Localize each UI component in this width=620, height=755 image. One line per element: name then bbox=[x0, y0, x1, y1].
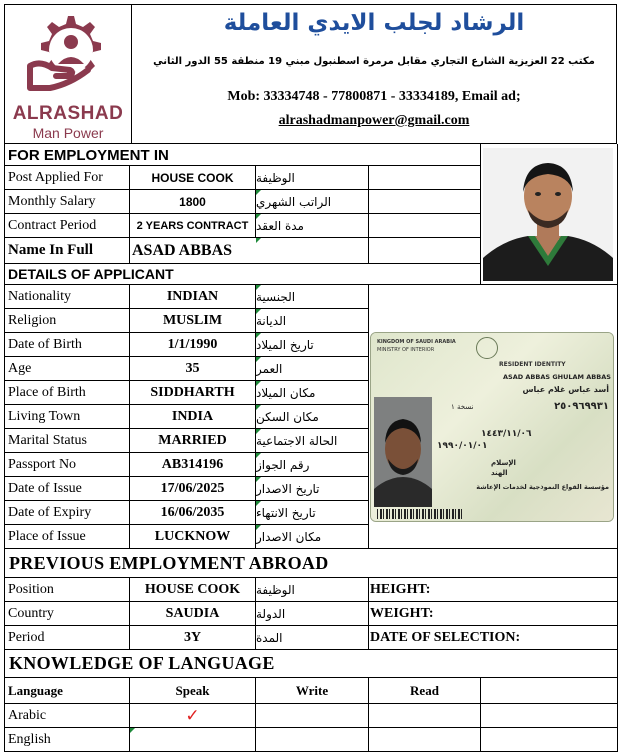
value-previous: SAUDIA bbox=[165, 605, 220, 621]
label-detail: Marital Status bbox=[8, 432, 87, 448]
grid-line bbox=[368, 577, 369, 649]
grid-line bbox=[617, 144, 618, 752]
value-detail: SIDDHARTH bbox=[150, 384, 235, 400]
gear-people-icon bbox=[8, 8, 128, 104]
cell-marker bbox=[256, 214, 261, 219]
label-detail-ar: العمر bbox=[256, 361, 283, 376]
cell-marker bbox=[256, 357, 261, 362]
cell-marker bbox=[256, 501, 261, 506]
id-ministry: MINISTRY OF INTERIOR bbox=[377, 347, 435, 353]
value-previous: 3Y bbox=[183, 629, 202, 645]
grid-line bbox=[480, 677, 481, 751]
label-contract-ar: مدة العقد bbox=[256, 218, 304, 233]
language-english: English bbox=[8, 731, 51, 747]
logo-name: ALRASHAD bbox=[12, 103, 124, 124]
applicant-photo bbox=[483, 148, 613, 281]
english-speak-check bbox=[130, 728, 255, 751]
label-previous-ar: الدولة bbox=[256, 606, 286, 621]
label-detail: Age bbox=[8, 360, 32, 376]
section-title-details: DETAILS OF APPLICANT bbox=[8, 266, 174, 282]
resident-id-card bbox=[370, 332, 614, 522]
label-detail: Living Town bbox=[8, 408, 81, 424]
label-contract: Contract Period bbox=[8, 217, 97, 233]
header-speak: Speak bbox=[175, 682, 210, 698]
label-detail-ar: الحالة الاجتماعية bbox=[256, 433, 338, 448]
header-read: Read bbox=[410, 682, 439, 698]
label-previous: Position bbox=[8, 581, 54, 597]
label-post: Post Applied For bbox=[8, 169, 103, 185]
header-divider bbox=[131, 4, 132, 144]
id-number: ٢٥٠٩٦٩٩٣١ bbox=[554, 401, 609, 412]
grid-line bbox=[480, 144, 481, 284]
grid-line bbox=[368, 284, 369, 548]
label-detail-ar: مكان السكن bbox=[256, 409, 319, 424]
label-detail-ar: تاريخ الميلاد bbox=[256, 337, 314, 352]
id-name-ar: أسد عباس غلام عباس bbox=[522, 385, 609, 394]
cell-marker bbox=[130, 728, 135, 733]
label-detail-ar: مكان الاصدار bbox=[256, 529, 322, 544]
label-extra: DATE OF SELECTION: bbox=[370, 629, 521, 645]
label-detail: Date of Issue bbox=[8, 480, 82, 496]
id-nationality: الهند bbox=[491, 469, 508, 477]
cell-marker bbox=[256, 405, 261, 410]
logo-subtitle: Man Power bbox=[32, 125, 104, 141]
cell-marker bbox=[256, 525, 261, 530]
id-birth-date: ١٩٩٠/٠١/٠١ bbox=[437, 441, 488, 451]
label-post-ar: الوظيفة bbox=[256, 170, 295, 185]
company-address-ar: مكتب 22 العزيزية الشارع التجاري مقابل مرمرة اسطنبول مبني 19 منطقة 55 الدور الثاني bbox=[153, 56, 595, 67]
label-detail: Passport No bbox=[8, 456, 77, 472]
header-write: Write bbox=[295, 682, 329, 698]
label-detail-ar: الديانة bbox=[256, 313, 287, 328]
label-name: Name In Full bbox=[8, 242, 94, 258]
label-detail: Date of Expiry bbox=[8, 504, 92, 520]
cell-marker bbox=[256, 285, 261, 290]
header-language: Language bbox=[8, 682, 63, 698]
id-barcode bbox=[377, 509, 463, 519]
section-title-employment: FOR EMPLOYMENT IN bbox=[8, 146, 169, 164]
arabic-speak-check: ✓ bbox=[185, 705, 200, 726]
label-detail: Religion bbox=[8, 312, 57, 328]
cell-marker bbox=[256, 309, 261, 314]
value-detail: INDIA bbox=[171, 408, 214, 424]
value-previous: HOUSE COOK bbox=[144, 581, 241, 597]
value-detail: 17/06/2025 bbox=[160, 480, 225, 496]
label-extra: WEIGHT: bbox=[370, 605, 434, 621]
value-detail: INDIAN bbox=[166, 288, 219, 304]
label-detail: Place of Issue bbox=[8, 528, 86, 544]
company-logo bbox=[8, 8, 128, 140]
cell-marker bbox=[256, 190, 261, 195]
id-issue-date: ١٤٤٣/١١/٠٦ bbox=[481, 429, 532, 439]
value-detail: MUSLIM bbox=[162, 312, 223, 328]
contact-line: Mob: 33334748 - 77800871 - 33334189, Email ad; bbox=[227, 89, 521, 104]
cell-marker bbox=[256, 381, 261, 386]
cell-marker bbox=[256, 477, 261, 482]
label-previous: Country bbox=[8, 605, 54, 621]
id-religion: الإسلام bbox=[491, 459, 516, 467]
value-post: HOUSE COOK bbox=[151, 170, 234, 185]
id-employer: مؤسسة القواع النموذجية لخدمات الإعاشة bbox=[476, 483, 609, 491]
value-name: ASAD ABBAS bbox=[132, 241, 233, 259]
label-detail: Date of Birth bbox=[8, 336, 82, 352]
value-detail: 1/1/1990 bbox=[167, 336, 218, 352]
id-photo bbox=[374, 397, 432, 507]
value-contract: 2 YEARS CONTRACT bbox=[136, 219, 249, 232]
value-salary: 1800 bbox=[179, 194, 206, 209]
label-previous: Period bbox=[8, 629, 45, 645]
label-detail-ar: تاريخ الاصدار bbox=[256, 481, 320, 496]
id-name: ASAD ABBAS GHULAM ABBAS bbox=[503, 373, 611, 381]
grid-line bbox=[368, 165, 369, 263]
label-salary-ar: الراتب الشهري bbox=[256, 194, 332, 209]
label-previous-ar: الوظيفة bbox=[256, 582, 295, 597]
email-link[interactable]: alrashadmanpower@gmail.com bbox=[278, 113, 470, 128]
label-detail-ar: رقم الجواز bbox=[256, 457, 310, 472]
cell-marker bbox=[256, 333, 261, 338]
cell-marker bbox=[256, 238, 261, 243]
section-title-previous: PREVIOUS EMPLOYMENT ABROAD bbox=[9, 552, 329, 573]
cell-marker bbox=[256, 429, 261, 434]
value-detail: 16/06/2035 bbox=[160, 504, 225, 520]
label-detail: Place of Birth bbox=[8, 384, 86, 400]
cell-marker bbox=[256, 453, 261, 458]
label-detail-ar: مكان الميلاد bbox=[256, 385, 316, 400]
id-copy: نسخة ١ bbox=[451, 403, 474, 411]
language-arabic: Arabic bbox=[8, 707, 47, 723]
company-name-ar: الرشاد لجلب الايدي العاملة bbox=[223, 10, 525, 36]
id-country: KINGDOM OF SAUDI ARABIA bbox=[377, 339, 456, 345]
value-detail: 35 bbox=[185, 360, 200, 376]
label-detail-ar: الجنسية bbox=[256, 289, 296, 304]
value-detail: LUCKNOW bbox=[154, 528, 231, 544]
label-detail-ar: تاريخ الانتهاء bbox=[256, 505, 316, 520]
grid-line bbox=[4, 751, 617, 752]
label-extra: HEIGHT: bbox=[370, 581, 431, 597]
label-salary: Monthly Salary bbox=[8, 193, 96, 209]
section-title-language: KNOWLEDGE OF LANGUAGE bbox=[9, 653, 275, 673]
label-detail: Nationality bbox=[8, 288, 71, 304]
value-detail: AB314196 bbox=[161, 456, 224, 472]
label-previous-ar: المدة bbox=[256, 630, 283, 645]
id-type: RESIDENT IDENTITY bbox=[499, 361, 566, 368]
id-emblem-icon bbox=[476, 337, 498, 359]
value-detail: MARRIED bbox=[158, 432, 227, 448]
